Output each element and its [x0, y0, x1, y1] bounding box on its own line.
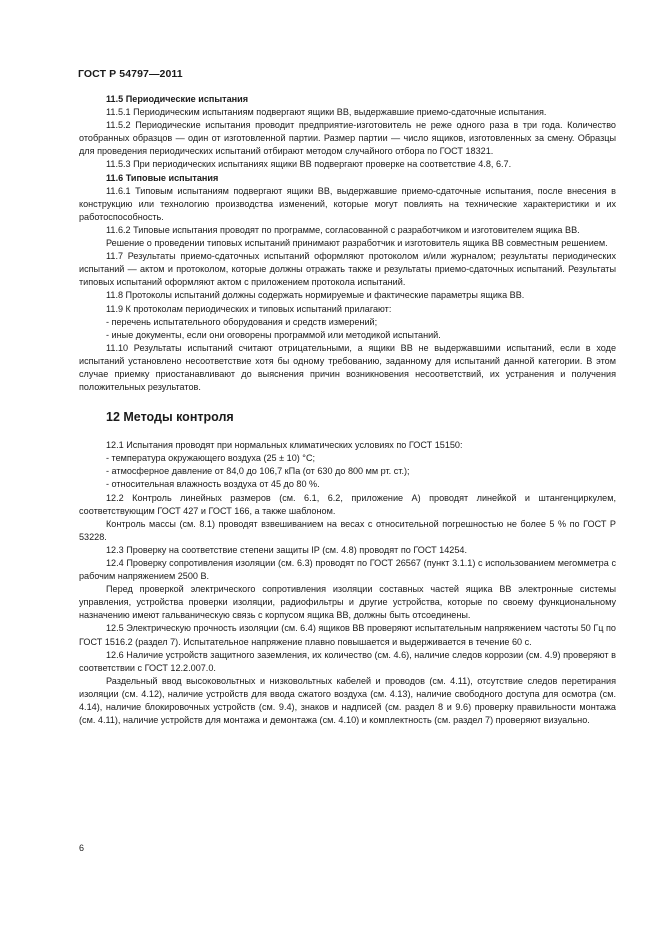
list-item: - иные документы, если они оговорены программой или методикой испытаний. — [106, 329, 441, 340]
paragraph: 12.6 Наличие устройств защитного заземления, их количество (см. 4.6), наличие следов коррозии (см. 4.9) проверяют в соответствии с ГОСТ 12.2.007.0. — [79, 649, 616, 673]
subsection-heading: 11.6 Типовые испытания — [106, 172, 219, 183]
paragraph: 11.10 Результаты испытаний считают отрицательными, а ящики ВВ не выдержавшими испытаний, если в ходе испытаний установлено несоответствие хотя бы одному требованию, заданному для испытаний данной категории. В этом случае приемку приостанавливают до выяснения причин возникновения несоответствий, их устранения и получения положительных результатов. — [79, 342, 616, 393]
paragraph: 12.1 Испытания проводят при нормальных климатических условиях по ГОСТ 15150: — [106, 440, 463, 451]
paragraph: 11.8 Протоколы испытаний должны содержать нормируемые и фактические параметры ящика ВВ. — [106, 290, 525, 301]
list-item: - атмосферное давление от 84,0 до 106,7 кПа (от 630 до 800 мм рт. ст.); — [106, 466, 410, 477]
paragraph: Раздельный ввод высоковольтных и низковольтных кабелей и проводов (см. 4.11), отсутствие следов перетирания изоляции (см. 4.12), наличие устройств для ввода сжатого воздуха (см. 4.13), наличие свободного доступа для осмотра (см. 4.14), наличие блокировочных устройств (см. 9.4), знаков и надписей (см. раздел 8 и 9.6) проверку правильности монтажа (см. 4.11), наличие устройств для монтажа и демонтажа (см. 4.10) и комплектность (см. раздел 7) проверяют визуально. — [79, 675, 616, 726]
paragraph: 11.9 К протоколам периодических и типовых испытаний прилагают: — [106, 303, 392, 314]
paragraph: 12.5 Электрическую прочность изоляции (см. 6.4) ящиков ВВ проверяют испытательным напряжением частоты 50 Гц по ГОСТ 1516.2 (раздел 7). Испытательное напряжение плавно повышается и выдерживается в течение 60 с. — [79, 623, 616, 647]
page-number: 6 — [79, 843, 85, 853]
paragraph: 11.6.1 Типовым испытаниям подвергают ящики ВВ, выдержавшие приемо-сдаточные испытания, после внесения в конструкцию или технологию производства изменений, которые могут повлиять на технические характеристики и их работоспособность. — [79, 185, 616, 222]
section-heading: 12 Методы контроля — [106, 410, 234, 425]
subsection-heading: 11.5 Периодические испытания — [106, 94, 249, 104]
list-item: - перечень испытательного оборудования и средств измерений; — [106, 316, 378, 327]
paragraph: 11.6.2 Типовые испытания проводят по программе, согласованной с разработчиком и изготовителем ящика ВВ. — [106, 224, 580, 235]
list-item: - относительная влажность воздуха от 45 до 80 %. — [106, 479, 320, 490]
paragraph: Решение о проведении типовых испытаний принимают разработчик и изготовитель ящика ВВ совместным решением. — [106, 238, 608, 249]
paragraph: Контроль массы (см. 8.1) проводят взвешиванием на весах с относительной погрешностью не более 5 % по ГОСТ Р 53228. — [79, 518, 616, 542]
list-item: - температура окружающего воздуха (25 ± 10) °С; — [106, 453, 316, 464]
paragraph: 11.7 Результаты приемо-сдаточных испытаний оформляют протоколом и/или журналом; результаты периодических испытаний — актом и протоколом, которые должны отражать также и результаты приемо-сдаточных испытаний. Результаты типовых испытаний оформляют актом с приложением протокола испытаний. — [79, 251, 616, 288]
paragraph: 12.4 Проверку сопротивления изоляции (см. 6.3) проводят по ГОСТ 26567 (пункт 3.1.1) с использованием мегомметра с рабочим напряжением 2500 В. — [79, 558, 616, 582]
document-body — [79, 93, 616, 727]
paragraph: 12.3 Проверку на соответствие степени защиты IP (см. 4.8) проводят по ГОСТ 14254. — [106, 544, 467, 555]
document-header: ГОСТ Р 54797—2011 — [78, 68, 183, 80]
paragraph: Перед проверкой электрического сопротивления изоляции составных частей ящика ВВ электронные системы управления, устройства проверки изоляции, радиофильтры и другие устройства, которые по своему функциональному назначению имеют гальваническую связь с корпусом ящика ВВ, должны быть отсоединены. — [79, 584, 616, 621]
paragraph: 11.5.2 Периодические испытания проводит предприятие-изготовитель не реже одного раза в три года. Количество отобранных образцов — один от изготовленной партии. Размер партии — число ящиков, изготовленных за смену. Образцы для проведения периодических испытаний отбирают методом случайного отбора по ГОСТ 18321. — [79, 120, 616, 157]
paragraph: 12.2 Контроль линейных размеров (см. 6.1, 6.2, приложение А) проводят линейкой и штангенциркулем, соответствующим ГОСТ 427 и ГОСТ 166, а также шаблоном. — [79, 492, 616, 516]
paragraph: 11.5.1 Периодическим испытаниям подвергают ящики ВВ, выдержавшие приемо-сдаточные испытания. — [106, 107, 547, 118]
paragraph: 11.5.3 При периодических испытаниях ящики ВВ подвергают проверке на соответствие 4.8, 6.7. — [106, 159, 512, 170]
